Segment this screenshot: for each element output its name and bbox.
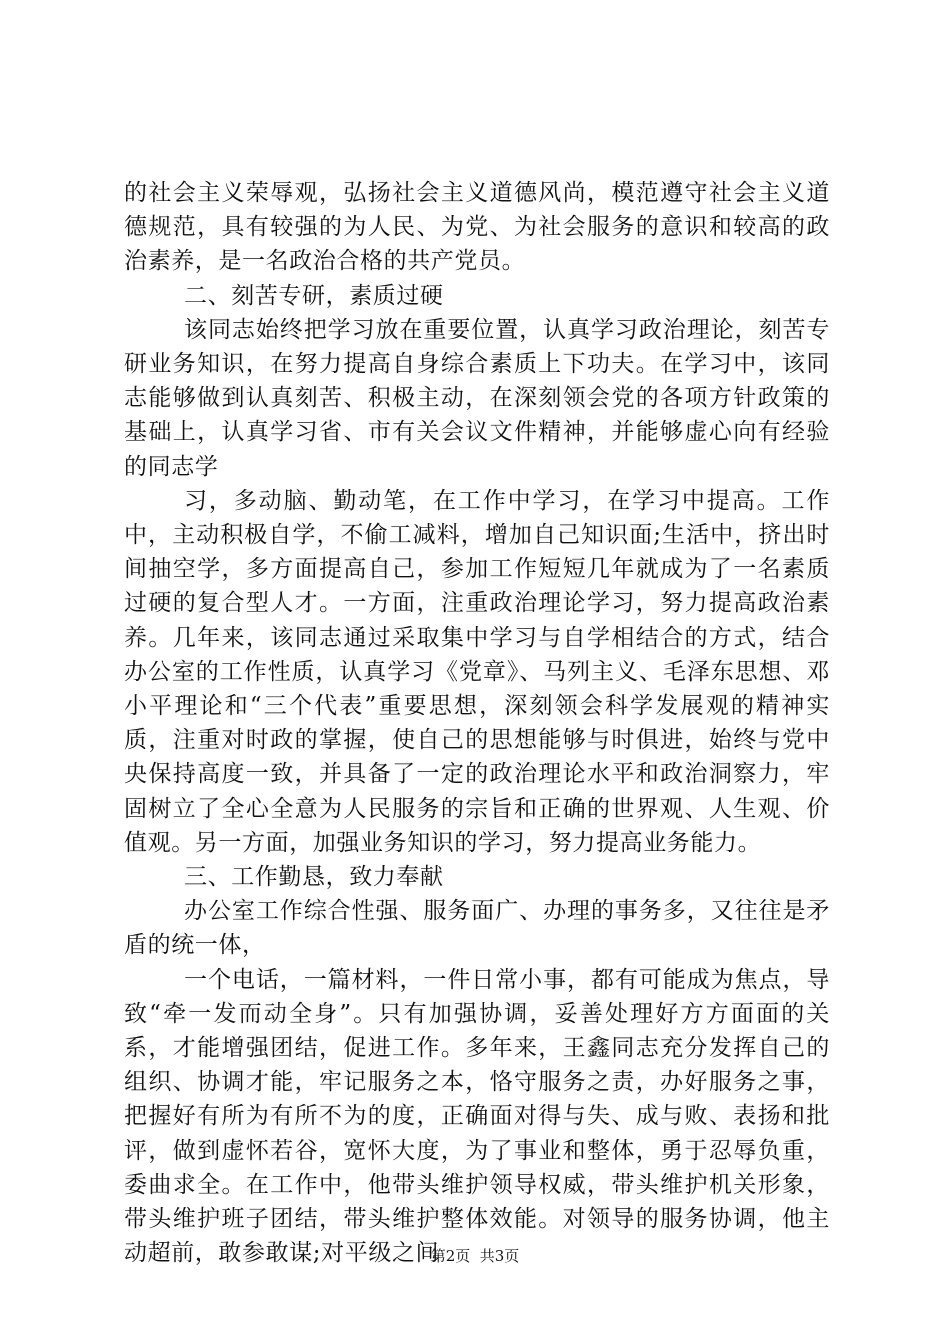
paragraph-3: 习，多动脑、勤动笔，在工作中学习，在学习中提高。工作中，主动积极自学，不偷工减料，增加自己知识面;生活中，挤出时间抽空学，多方面提高自己，参加工作短短几年就成为了一名素质过硬的复合型人才。一方面，注重政治理论学习，努力提高政治素养。几年来，该同志通过采取集中学习与自学相结合的方式，结合办公室的工作性质，认真学习《党章》、马列主义、毛泽东思想、邓小平理论和“三个代表”重要思想，深刻领会科学发展观的精神实质，注重对时政的掌握，使自己的思想能够与时俱进，始终与党中央保持高度一致，并具备了一定的政治理论水平和政治洞察力，牢固树立了全心全意为人民服务的宗旨和正确的世界观、人生观、价值观。另一方面，加强业务知识的学习，努力提高业务能力。	[124, 487, 830, 856]
section-heading-3: 三、工作勤恳，致力奉献	[184, 864, 444, 891]
paragraph-5: 一个电话，一篇材料，一件日常小事，都有可能成为焦点，导致“牵一发而动全身”。只有加强协调，妥善处理好方方面面的关系，才能增强团结，促进工作。多年来，王鑫同志充分发挥自己的组织、协调才能，牢记服务之本，恪守服务之责，办好服务之事，把握好有所为有所不为的度，正确面对得与失、成与败、表扬和批评，做到虚怀若谷，宽怀大度，为了事业和整体，勇于忍辱负重，委曲求全。在工作中，他带头维护领导权威，带头维护机关形象，带头维护班子团结，带头维护整体效能。对领导的服务协调，他主动超前，敢参敢谋;对平级之间	[124, 966, 830, 1267]
page-number-footer: 第2页 共3页	[430, 1247, 520, 1265]
paragraph-4: 办公室工作综合性强、服务面广、办理的事务多，又往往是矛盾的统一体，	[124, 898, 830, 959]
document-body	[124, 176, 830, 1271]
paragraph-1: 的社会主义荣辱观，弘扬社会主义道德风尚，模范遵守社会主义道德规范，具有较强的为人民、为党、为社会服务的意识和较高的政治素养，是一名政治合格的共产党员。	[124, 180, 830, 275]
paragraph-2: 该同志始终把学习放在重要位置，认真学习政治理论，刻苦专研业务知识，在努力提高自身综合素质上下功夫。在学习中，该同志能够做到认真刻苦、积极主动，在深刻领会党的各项方针政策的基础上，认真学习省、市有关会议文件精神，并能够虚心向有经验的同志学	[124, 316, 830, 480]
section-heading-2: 二、刻苦专研，素质过硬	[184, 282, 444, 309]
